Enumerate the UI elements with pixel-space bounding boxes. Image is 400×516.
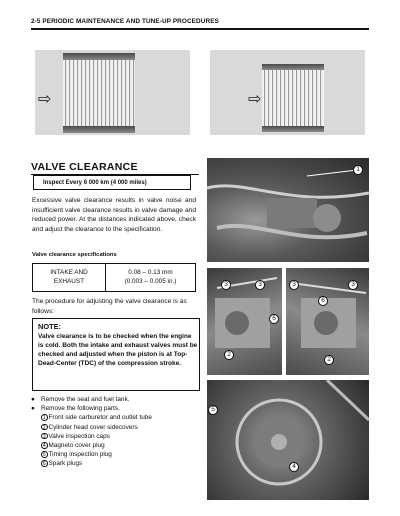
arrow-icon: ⇨ bbox=[248, 91, 262, 108]
callout-label: 3 bbox=[289, 280, 299, 290]
intro-paragraph: Excessive valve clearance results in valve noise and insufficient valve clearance results in valve damage and reduced power. At the distances indicated above, check and adjust the clearance to the specification. bbox=[32, 197, 196, 234]
steps-list bbox=[31, 395, 199, 469]
part-item: 6 Spark plugs bbox=[42, 460, 83, 468]
bullet-icon: ● bbox=[31, 405, 35, 413]
note-text: Valve clearance is to be checked when the engine is cold. Both the intake and exhaust valves must be checked and adjusted when the piston is at Top-Dead-Center (TDC) of the compression stroke. bbox=[38, 333, 198, 368]
air-filter-photo-left bbox=[35, 50, 190, 135]
spec-label: INTAKE AND EXHAUST bbox=[33, 264, 106, 292]
section-title: VALVE CLEARANCE bbox=[31, 161, 138, 173]
note-title: NOTE: bbox=[38, 322, 61, 331]
callout-label: 5 bbox=[208, 405, 218, 415]
callout-label: 3 bbox=[348, 280, 358, 290]
spec-table bbox=[32, 263, 196, 292]
callout-label: 6 bbox=[269, 314, 279, 324]
engine-illustration bbox=[207, 380, 369, 500]
air-filter-element bbox=[63, 53, 135, 133]
part-item: 2 Cylinder head cover sidecovers bbox=[42, 423, 138, 431]
engine-illustration bbox=[207, 158, 369, 262]
page-header: 2-5 PERIODIC MAINTENANCE AND TUNE-UP PROCEDURES bbox=[31, 18, 219, 25]
note-box bbox=[32, 318, 200, 391]
callout-label: 2 bbox=[224, 350, 234, 360]
arrow-icon: ⇨ bbox=[38, 91, 52, 108]
spec-title: Valve clearance specifications bbox=[32, 252, 117, 258]
air-filter-element bbox=[262, 64, 324, 132]
part-item: 4 Magneto cover plug bbox=[42, 442, 105, 450]
callout-label: 3 bbox=[221, 280, 231, 290]
header-rule bbox=[31, 28, 369, 30]
procedure-text: The procedure for adjusting the valve clearance is as follows: bbox=[32, 298, 187, 315]
callout-label: 4 bbox=[289, 462, 299, 472]
engine-photo-bottom bbox=[207, 380, 369, 500]
part-item: 5 Timing inspection plug bbox=[42, 451, 112, 459]
part-item: 1 Front side carburetor and outlet tube bbox=[42, 414, 152, 422]
callout-label: 6 bbox=[318, 296, 328, 306]
spec-value: 0.08 – 0.13 mm (0.003 – 0.005 in.) bbox=[106, 264, 196, 292]
air-filter-photo-right bbox=[210, 50, 365, 135]
callout-label: 2 bbox=[324, 355, 334, 365]
engine-photo-top bbox=[207, 158, 369, 262]
inspect-interval-box: Inspect Every 6 000 km (4 000 miles) bbox=[33, 175, 191, 190]
callout-label: 1 bbox=[353, 165, 363, 175]
callout-label: 3 bbox=[255, 280, 265, 290]
engine-photo-middle-left bbox=[207, 268, 282, 375]
bullet-icon: ● bbox=[31, 396, 35, 403]
list-item: ● Remove the following parts. bbox=[31, 405, 120, 413]
part-item: 3 Valve inspection caps bbox=[42, 432, 110, 440]
engine-photo-middle-right bbox=[286, 268, 369, 375]
list-item: ● Remove the seat and fuel tank. bbox=[31, 396, 130, 403]
